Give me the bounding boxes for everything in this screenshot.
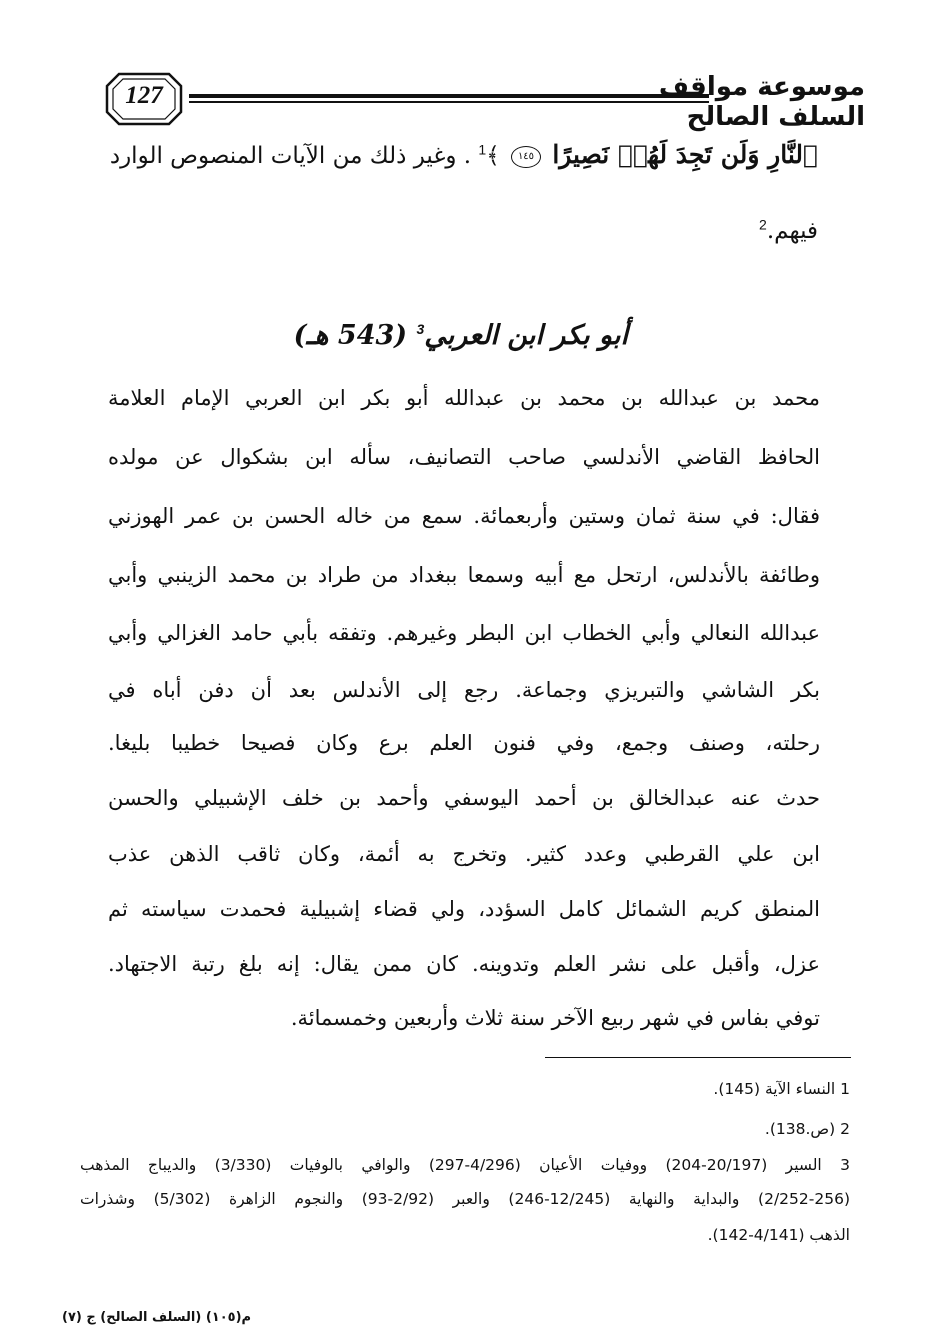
body-line: توفي بفاس في شهر ربيع الآخر سنة ثلاث وأربعين وخمسمائة.	[290, 1006, 820, 1030]
verse-line-2-text: فيهم.	[766, 218, 818, 244]
body-line: عزل، وأقبل على نشر العلم وتدوينه. كان ممن يقال: إنه بلغ رتبة الاجتهاد.	[108, 952, 820, 976]
printer-signature: م(١٠٥) (السلف الصالح) ج (٧)	[62, 1310, 252, 1325]
body-line: وطائفة بالأندلس، ارتحل مع أبيه وسمعا ببغداد من طراد بن محمد الزينبي وأبي	[108, 563, 820, 587]
body-line: حدث عنه عبدالخالق بن أحمد اليوسفي وأحمد بن خلف الإشبيلي والحسن	[108, 786, 820, 810]
book-title: موسوعة مواقف السلف الصالح	[658, 72, 865, 132]
footnote: 2 (ص.138).	[764, 1120, 850, 1138]
footnote-ref-1: 1	[478, 141, 487, 158]
body-line: محمد بن عبدالله بن محمد بن عبدالله أبو بكر ابن العربي الإمام العلامة	[108, 386, 820, 410]
footnote: 3 السير (20/197-204) ووفيات الأعيان (4/296-297) والوافي بالوفيات (3/330) والديباج المذهب	[80, 1156, 850, 1174]
verse-line-2	[106, 214, 818, 248]
footnote: الذهب (4/141-142).	[707, 1226, 850, 1244]
section-heading	[293, 320, 628, 351]
body-line: رحلته، وصنف وجمع، وفي فنون العلم برع وكان فصيحا خطيبا بليغا.	[108, 731, 820, 755]
footnote: 1 النساء الآية (145).	[713, 1080, 850, 1098]
verse-close-bracket: ﴾	[486, 143, 500, 169]
footnote-ref-3: 3	[416, 321, 425, 337]
verse-line	[106, 138, 818, 173]
page-header	[105, 68, 865, 132]
ayah-number-mark: ١٤٥	[511, 146, 541, 168]
body-line: الحافظ القاضي الأندلسي صاحب التصانيف، سأله ابن بشكوال عن مولده	[108, 445, 820, 469]
page-number: 127	[125, 82, 163, 109]
section-name: أبو بكر ابن العربي	[424, 320, 628, 351]
body-line: المنطق كريم الشمائل كامل السؤدد، ولي قضاء إشبيلية فحمدت سياسته ثم	[108, 897, 820, 921]
footnote-separator	[545, 1057, 851, 1058]
body-line: بكر الشاشي والتبريزي وجماعة. رجع إلى الأندلس بعد أن دفن أباه في	[108, 678, 820, 702]
body-line: فقال: في سنة ثمان وستين وأربعمائة. سمع من خاله الحسن بن عمر الهوزني	[108, 504, 820, 528]
quran-quote: ٱلنَّارِ وَلَن تَجِدَ لَهُمۡ نَصِيرًا	[552, 140, 818, 169]
page-number-badge	[105, 70, 183, 128]
section-year: (543 هـ)	[293, 320, 408, 351]
body-line: ابن علي القرطبي وعدد كثير. وتخرج به أئمة، وكان ثاقب الذهن عذب	[108, 842, 820, 866]
footnote: (2/252-256) والبداية والنهاية (12/245-246) والعبر (2/92-93) والنجوم الزاهرة (5/302) وشذرات	[80, 1190, 850, 1208]
verse-continuation: . وغير ذلك من الآيات المنصوص الوارد	[109, 143, 472, 169]
footnote-ref-2: 2	[759, 216, 767, 233]
body-line: عبدالله النعالي وأبي الخطاب ابن البطر وغيرهم. وتفقه بأبي حامد الغزالي وأبي	[108, 621, 820, 645]
